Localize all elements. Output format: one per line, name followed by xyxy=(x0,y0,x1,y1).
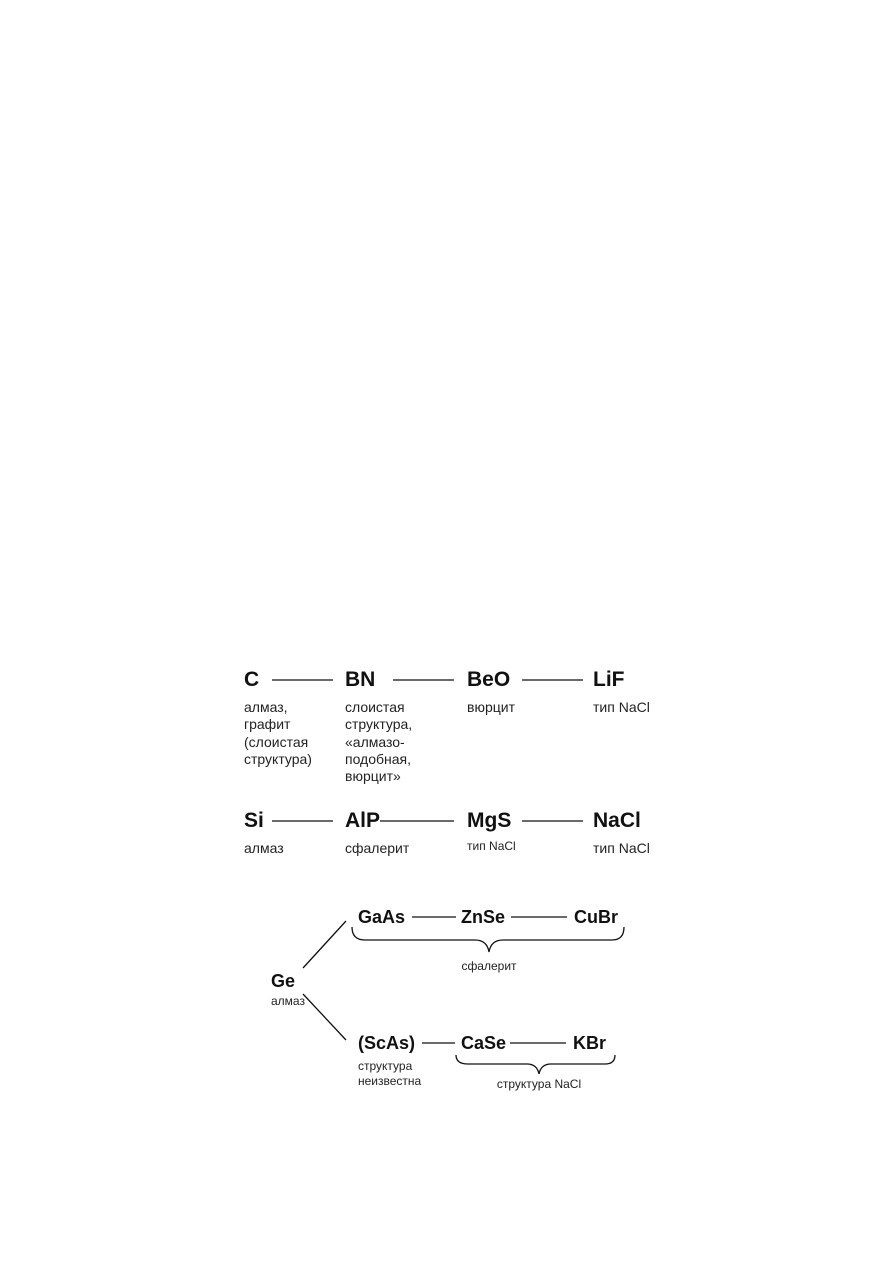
label-lif: тип NaCl xyxy=(593,699,650,715)
branch-line-down xyxy=(303,994,346,1040)
label-scas: структура неизвестна xyxy=(358,1059,422,1088)
label-nacl: тип NaCl xyxy=(593,840,650,856)
formula-si: Si xyxy=(244,809,264,832)
formula-kbr: KBr xyxy=(573,1033,607,1053)
label-c: алмаз, графит (слоистая структура) xyxy=(244,699,312,767)
formula-bn: BN xyxy=(345,668,376,691)
label-ge: алмаз xyxy=(271,994,305,1008)
formula-lif: LiF xyxy=(593,668,625,691)
label-beo: вюрцит xyxy=(467,699,515,715)
formula-alp: AlP xyxy=(345,809,381,832)
formula-gaas: GaAs xyxy=(358,907,406,927)
label-alp: сфалерит xyxy=(345,840,410,856)
formula-nacl: NaCl xyxy=(593,809,641,832)
brace-label-upper: сфалерит xyxy=(461,959,517,973)
branch-line-up xyxy=(303,921,346,968)
formula-mgs: MgS xyxy=(467,809,512,832)
formula-znse: ZnSe xyxy=(461,907,506,927)
formula-beo: BeO xyxy=(467,668,511,691)
formula-case: CaSe xyxy=(461,1033,507,1053)
formula-scas: (ScAs) xyxy=(358,1033,416,1053)
formula-c: C xyxy=(244,668,260,691)
label-si: алмаз xyxy=(244,840,284,856)
brace-upper xyxy=(352,927,624,952)
brace-lower xyxy=(456,1055,615,1074)
brace-label-lower: структура NaCl xyxy=(496,1077,582,1091)
formula-ge: Ge xyxy=(271,971,296,991)
label-bn: слоистая структура, «алмазо- подобная, вюрцит» xyxy=(345,699,413,785)
formula-cubr: CuBr xyxy=(574,907,618,927)
label-mgs: тип NaCl xyxy=(467,839,516,853)
